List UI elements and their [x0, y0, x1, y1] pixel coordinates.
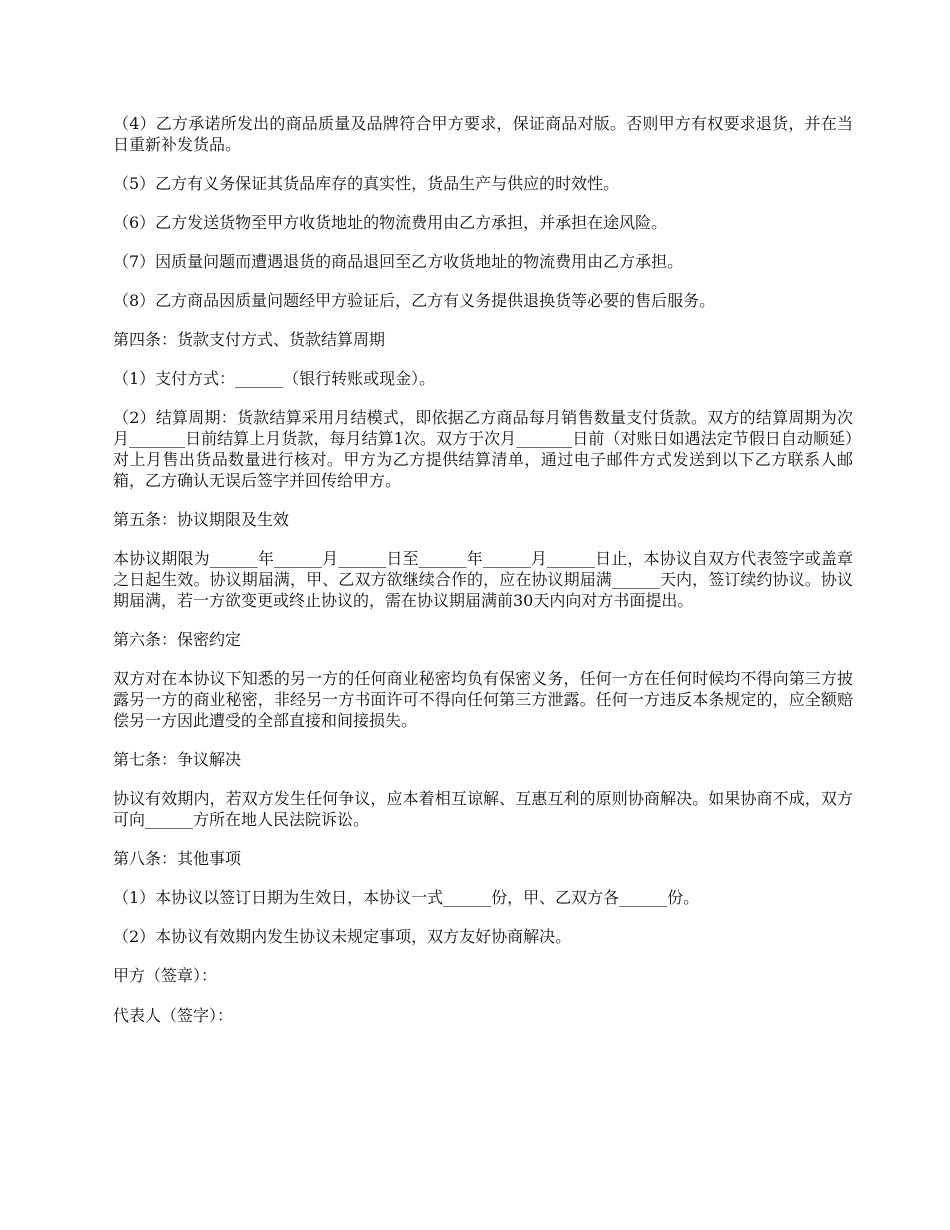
article-5-heading: 第五条：协议期限及生效 [113, 510, 290, 529]
clause-8-after-sales: （8）乙方商品因质量问题经甲方验证后，乙方有义务提供退换货等必要的售后服务。 [113, 291, 716, 310]
clause-7-returns: （7）因质量问题而遭遇退货的商品退回至乙方收货地址的物流费用由乙方承担。 [113, 252, 684, 271]
confidentiality-text: 双方对在本协议下知悉的另一方的任何商业秘密均负有保密义务，任何一方在任何时候均不得向第三方披露另一方的商业秘密，非经另一方书面许可不得向任何第三方泄露。任何一方违反本条规定的，应全额赔偿另一方因此遭受的全部直接和间接损失。 [113, 669, 853, 730]
article-8-heading: 第八条：其他事项 [113, 849, 242, 868]
representative-signature-line: 代表人（签字）： [113, 1006, 234, 1025]
payment-method: （1）支付方式：______（银行转账或现金）。 [113, 369, 436, 388]
clause-6-shipping: （6）乙方发送货物至甲方收货地址的物流费用由乙方承担，并承担在途风险。 [113, 213, 668, 232]
clause-4-quality: （4）乙方承诺所发出的商品质量及品牌符合甲方要求，保证商品对版。否则甲方有权要求退货，并在当日重新补发货品。 [113, 114, 853, 154]
unspecified-matters-clause: （2）本协议有效期内发生协议未规定事项，双方友好协商解决。 [113, 927, 572, 946]
article-7-heading: 第七条：争议解决 [113, 750, 242, 769]
article-4-heading: 第四条：货款支付方式、货款结算周期 [113, 330, 386, 349]
dispute-resolution-text: 协议有效期内，若双方发生任何争议，应本着相互谅解、互惠互利的原则协商解决。如果协商不成，双方可向______方所在地人民法院诉讼。 [113, 789, 853, 829]
document-page [113, 113, 853, 1045]
article-6-heading: 第六条：保密约定 [113, 630, 242, 649]
party-a-seal-line: 甲方（签章）： [113, 966, 218, 985]
agreement-term: 本协议期限为______年______月______日至______年______月______日止，本协议自双方代表签字或盖章之日起生效。协议期届满，甲、乙双方欲继续合作的，应在协议期届满______天内，签订续约协议。协议期届满，若一方欲变更或终止协议的，需在协议期届满前30天内向对方书面提出。 [113, 549, 853, 610]
clause-5-inventory: （5）乙方有义务保证其货品库存的真实性，货品生产与供应的时效性。 [113, 174, 620, 193]
settlement-cycle: （2）结算周期：货款结算采用月结模式，即依据乙方商品每月销售数量支付货款。双方的结算周期为次月_______日前结算上月货款，每月结算1次。双方于次月_______日前（对账日如遇法定节假日自动顺延）对上月售出货品数量进行核对。甲方为乙方提供结算清单，通过电子邮件方式发送到以下乙方联系人邮箱，乙方确认无误后签字并回传给甲方。 [113, 408, 853, 490]
copies-clause: （1）本协议以签订日期为生效日，本协议一式______份，甲、乙双方各______份。 [113, 888, 700, 907]
